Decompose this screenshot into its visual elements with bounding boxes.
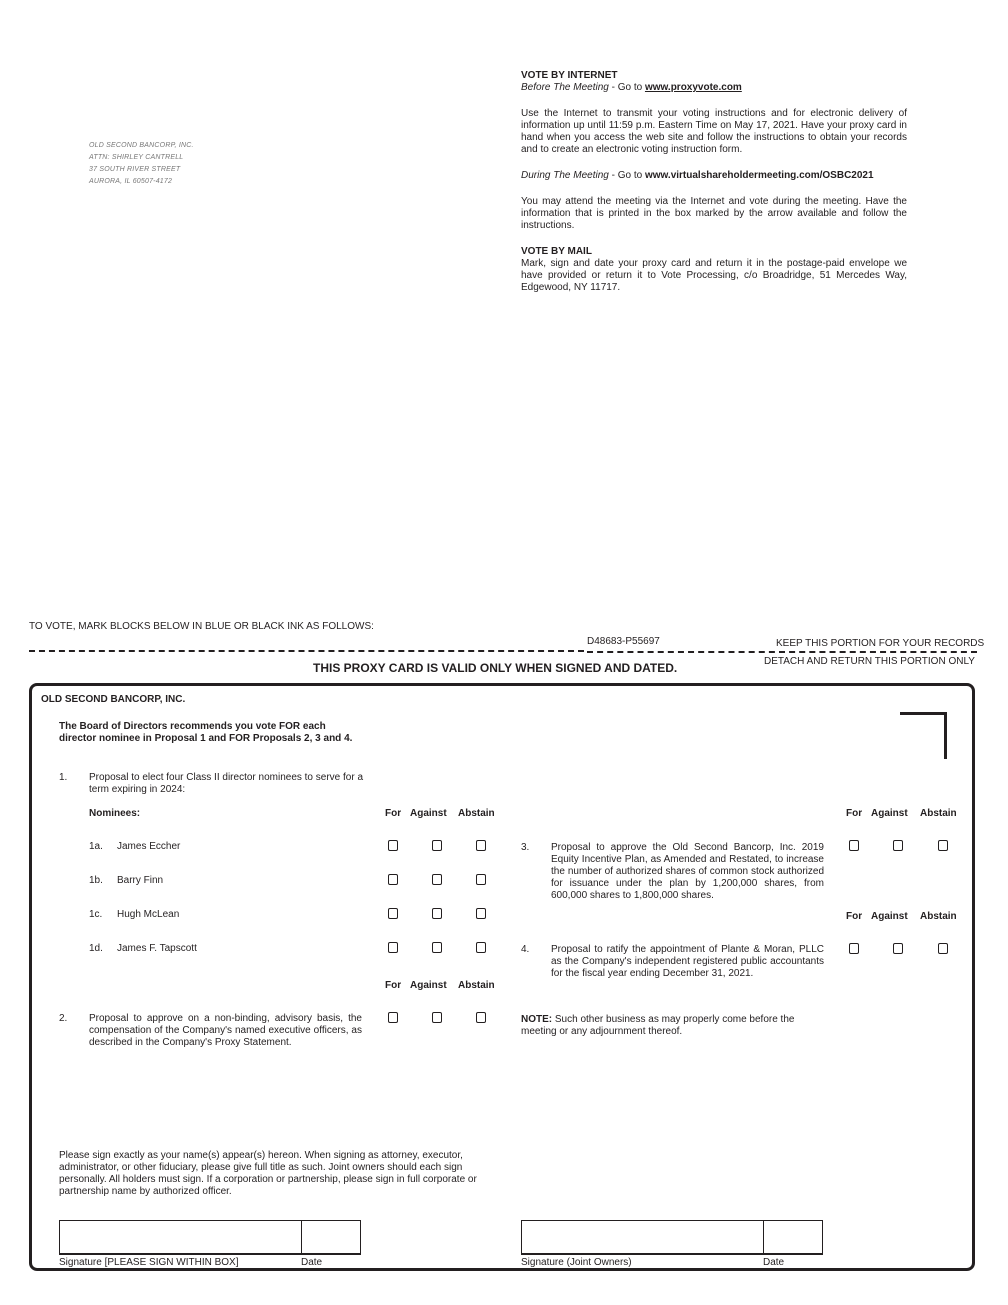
nominee-1b-abstain-checkbox[interactable] [476, 874, 486, 885]
joint-date-label: Date [763, 1257, 785, 1268]
nominee-number: 1b. [89, 875, 103, 886]
col-header-for: For [846, 808, 863, 819]
internet-paragraph: Use the Internet to transmit your voting instructions and for electronic delivery of information up until 11:59 p.m. Eastern Time on May 17, 2021. Have your proxy card in hand when you access the web site and follow the instructions to obtain your records and to create an electronic voting instruction form. [521, 108, 907, 155]
date-label: Date [301, 1257, 323, 1268]
col-header-against: Against [410, 980, 447, 991]
nominee-1d-abstain-checkbox[interactable] [476, 942, 486, 953]
proposal-3-abstain-checkbox[interactable] [938, 840, 948, 851]
col-header-for: For [846, 911, 863, 922]
during-meeting-text: - Go to [608, 170, 645, 181]
proposal-2-text: Proposal to approve on a non-binding, advisory basis, the compensation of the Company's named executive officers, as described in the Company's Proxy Statement. [89, 1013, 362, 1048]
proposal-2-number: 2. [59, 1013, 68, 1024]
address-line: 37 SOUTH RIVER STREET [89, 166, 181, 173]
proposal-3-text: Proposal to approve the Old Second Bancorp, Inc. 2019 Equity Incentive Plan, as Amended and Restated, to increase the number of authorized shares of common stock authorized for issuance under the plan by 1,200,000 shares, from 600,000 shares to 1,800,000 shares. [551, 842, 824, 901]
address-line: ATTN: SHIRLEY CANTRELL [89, 154, 184, 161]
col-header-for: For [385, 980, 402, 991]
proposal-4-against-checkbox[interactable] [893, 943, 903, 954]
virtual-meeting-link[interactable]: www.virtualshareholdermeeting.com/OSBC2021 [644, 170, 874, 181]
proposal-2-against-checkbox[interactable] [432, 1012, 442, 1023]
before-meeting-line [521, 82, 907, 94]
col-header-against: Against [410, 808, 447, 819]
nominee-1c-abstain-checkbox[interactable] [476, 908, 486, 919]
proposal-4-for-checkbox[interactable] [849, 943, 859, 954]
nominee-1a-for-checkbox[interactable] [388, 840, 398, 851]
note-text: Such other business as may properly come before the meeting or any adjournment thereof. [521, 1014, 795, 1037]
mail-heading: VOTE BY MAIL [521, 246, 592, 257]
vote-by-internet-section [521, 70, 907, 294]
nominee-1a-against-checkbox[interactable] [432, 840, 442, 851]
nominee-name: Hugh McLean [117, 909, 180, 920]
proposal-2-for-checkbox[interactable] [388, 1012, 398, 1023]
detach-line-right [587, 651, 977, 653]
nominee-number: 1d. [89, 943, 103, 954]
keep-portion-text: KEEP THIS PORTION FOR YOUR RECORDS [776, 638, 985, 649]
return-address [89, 140, 194, 188]
col-header-against: Against [871, 808, 908, 819]
nominee-1d-for-checkbox[interactable] [388, 942, 398, 953]
before-meeting-label: Before The Meeting [521, 82, 609, 93]
note [521, 1014, 826, 1038]
mail-paragraph: Mark, sign and date your proxy card and return it in the postage-paid envelope we have provided or return it to Vote Processing, c/o Broadridge, 51 Mercedes Way, Edgewood, NY 11717. [521, 258, 907, 293]
nominee-1a-abstain-checkbox[interactable] [476, 840, 486, 851]
signature-label: Signature [PLEASE SIGN WITHIN BOX] [59, 1257, 239, 1268]
internet-heading: VOTE BY INTERNET [521, 70, 618, 81]
during-meeting-line [521, 170, 907, 182]
proposal-2-abstain-checkbox[interactable] [476, 1012, 486, 1023]
proxyvote-link[interactable]: www.proxyvote.com [644, 82, 742, 93]
signature-date-divider [301, 1221, 302, 1253]
proposal-3-number: 3. [521, 842, 530, 853]
signature-box[interactable] [59, 1220, 361, 1255]
valid-only-notice: THIS PROXY CARD IS VALID ONLY WHEN SIGNED AND DATED. [313, 661, 678, 675]
proposal-3-against-checkbox[interactable] [893, 840, 903, 851]
detach-portion-text: DETACH AND RETURN THIS PORTION ONLY [764, 656, 975, 667]
detach-line [29, 650, 584, 652]
address-line: AURORA, IL 60507-4172 [89, 178, 173, 185]
joint-signature-label: Signature (Joint Owners) [521, 1257, 632, 1268]
nominee-1c-against-checkbox[interactable] [432, 908, 442, 919]
note-label: NOTE: [521, 1014, 553, 1025]
nominee-number: 1c. [89, 909, 103, 920]
proposal-1-text: Proposal to elect four Class II director nominees to serve for a term expiring in 2024: [89, 772, 364, 795]
corner-mark [900, 712, 947, 759]
col-header-abstain: Abstain [920, 911, 957, 922]
nominee-1c-for-checkbox[interactable] [388, 908, 398, 919]
board-recommendation: The Board of Directors recommends you vote FOR each director nominee in Proposal 1 and FOR Proposals 2, 3 and 4. [59, 721, 353, 744]
col-header-abstain: Abstain [458, 980, 495, 991]
joint-signature-date-divider [763, 1221, 764, 1253]
proposal-4-number: 4. [521, 944, 530, 955]
nominees-label: Nominees: [89, 808, 141, 819]
proposal-3-for-checkbox[interactable] [849, 840, 859, 851]
control-code: D48683-P55697 [587, 636, 660, 647]
nominee-1b-for-checkbox[interactable] [388, 874, 398, 885]
col-header-against: Against [871, 911, 908, 922]
proposal-4-abstain-checkbox[interactable] [938, 943, 948, 954]
joint-signature-box[interactable] [521, 1220, 823, 1255]
proposal-1-number: 1. [59, 772, 68, 783]
ink-instructions: TO VOTE, MARK BLOCKS BELOW IN BLUE OR BLACK INK AS FOLLOWS: [29, 621, 374, 632]
sign-instructions: Please sign exactly as your name(s) appear(s) hereon. When signing as attorney, executor, administrator, or other fiduciary, please give full title as such. Joint owners should each sign personally. All holders must sign. If a corporation or partnership, please sign in full corporate or partnership name by authorized officer. [59, 1150, 477, 1197]
internet-paragraph-2: You may attend the meeting via the Internet and vote during the meeting. Have the information that is printed in the box marked by the arrow available and follow the instructions. [521, 196, 907, 231]
during-meeting-label: During The Meeting [521, 170, 609, 181]
proposal-4-text: Proposal to ratify the appointment of Plante & Moran, PLLC as the Company's independent registered public accountants for the fiscal year ending December 31, 2021. [551, 944, 824, 979]
nominee-name: James F. Tapscott [117, 943, 197, 954]
nominee-number: 1a. [89, 841, 103, 852]
nominee-1d-against-checkbox[interactable] [432, 942, 442, 953]
nominee-1b-against-checkbox[interactable] [432, 874, 442, 885]
col-header-abstain: Abstain [458, 808, 495, 819]
address-line: OLD SECOND BANCORP, INC. [89, 142, 194, 149]
before-meeting-text: - Go to [608, 82, 645, 93]
col-header-for: For [385, 808, 402, 819]
col-header-abstain: Abstain [920, 808, 957, 819]
nominee-name: James Eccher [117, 841, 181, 852]
nominee-name: Barry Finn [117, 875, 164, 886]
company-name: OLD SECOND BANCORP, INC. [41, 694, 186, 705]
